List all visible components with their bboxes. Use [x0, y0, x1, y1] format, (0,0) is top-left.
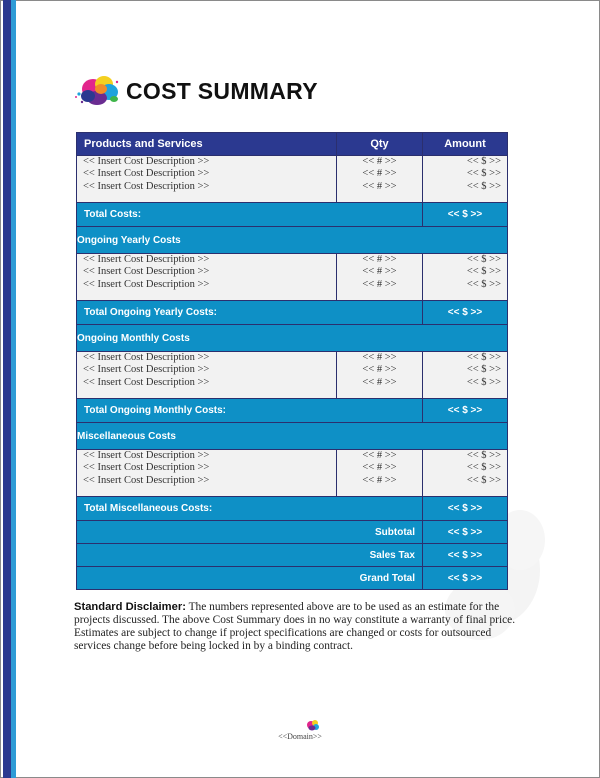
description-cell — [77, 156, 337, 203]
description-cell — [77, 450, 337, 497]
amount-value: << $ >> — [466, 376, 501, 388]
header-amount: Amount — [423, 133, 508, 156]
section-yearly-heading: Ongoing Yearly Costs — [77, 227, 508, 254]
subtotal-row — [77, 521, 508, 544]
cost-description: << Insert Cost Description >> — [83, 278, 210, 290]
grand-total-row — [77, 567, 508, 590]
cost-description: << Insert Cost Description >> — [83, 450, 210, 461]
sales-tax-label: Sales Tax — [77, 544, 423, 567]
qty-value: << # >> — [362, 462, 397, 474]
amount-cell — [423, 450, 508, 497]
cost-table — [76, 132, 508, 590]
disclaimer-text: The numbers represented above are to be used as an estimate for the projects discussed. The above Cost Summary does in no way constitute a warranty of final price. Estimates are subject to change if project specifications are changed or costs for outsourced services change before being locked in by a binding contract. — [74, 601, 516, 652]
total-costs-row — [77, 203, 508, 227]
left-accent-bar-light — [11, 0, 16, 778]
amount-cell — [423, 352, 508, 399]
total-misc-value: << $ >> — [423, 497, 508, 521]
cost-items-row — [77, 156, 508, 203]
total-monthly-label: Total Ongoing Monthly Costs: — [77, 399, 423, 423]
qty-cell — [337, 156, 423, 203]
amount-value: << $ >> — [466, 278, 501, 290]
amount-value: << $ >> — [466, 364, 501, 376]
section-monthly-heading: Ongoing Monthly Costs — [77, 325, 508, 352]
amount-value: << $ >> — [466, 266, 501, 278]
amount-value: << $ >> — [466, 474, 501, 486]
section-misc-heading: Miscellaneous Costs — [77, 423, 508, 450]
grand-total-label: Grand Total — [77, 567, 423, 590]
qty-value: << # >> — [362, 450, 397, 461]
cost-description: << Insert Cost Description >> — [83, 168, 210, 180]
section-monthly-row — [77, 325, 508, 352]
amount-cell — [423, 254, 508, 301]
qty-cell — [337, 450, 423, 497]
sales-tax-value: << $ >> — [423, 544, 508, 567]
total-yearly-label: Total Ongoing Yearly Costs: — [77, 301, 423, 325]
description-cell — [77, 254, 337, 301]
cost-description: << Insert Cost Description >> — [83, 180, 210, 192]
cost-description: << Insert Cost Description >> — [83, 462, 210, 474]
sales-tax-row — [77, 544, 508, 567]
footer-logo-icon — [304, 718, 320, 732]
qty-value: << # >> — [362, 180, 397, 192]
qty-cell — [337, 352, 423, 399]
cost-items-row — [77, 450, 508, 497]
qty-value: << # >> — [362, 254, 397, 265]
amount-value: << $ >> — [466, 450, 501, 461]
amount-value: << $ >> — [466, 254, 501, 265]
amount-value: << $ >> — [466, 156, 501, 167]
footer-domain: <<Domain>> — [278, 732, 322, 741]
page-title: COST SUMMARY — [126, 78, 318, 104]
qty-value: << # >> — [362, 376, 397, 388]
total-yearly-value: << $ >> — [423, 301, 508, 325]
amount-value: << $ >> — [466, 352, 501, 363]
section-misc-row — [77, 423, 508, 450]
cost-description: << Insert Cost Description >> — [83, 266, 210, 278]
cost-description: << Insert Cost Description >> — [83, 352, 210, 363]
qty-value: << # >> — [362, 352, 397, 363]
cost-description: << Insert Cost Description >> — [83, 474, 210, 486]
total-misc-row — [77, 497, 508, 521]
header-qty: Qty — [337, 133, 423, 156]
total-yearly-row — [77, 301, 508, 325]
qty-value: << # >> — [362, 364, 397, 376]
amount-cell — [423, 156, 508, 203]
paint-splash-logo-icon — [73, 72, 121, 108]
cost-description: << Insert Cost Description >> — [83, 156, 210, 167]
qty-value: << # >> — [362, 474, 397, 486]
qty-value: << # >> — [362, 156, 397, 167]
cost-items-row — [77, 254, 508, 301]
amount-value: << $ >> — [466, 168, 501, 180]
disclaimer-heading: Standard Disclaimer: — [74, 601, 186, 613]
cost-description: << Insert Cost Description >> — [83, 254, 210, 265]
cost-items-row — [77, 352, 508, 399]
total-monthly-row — [77, 399, 508, 423]
header-products-services: Products and Services — [77, 133, 337, 156]
subtotal-value: << $ >> — [423, 521, 508, 544]
table-header-row — [77, 133, 508, 156]
section-yearly-row — [77, 227, 508, 254]
total-monthly-value: << $ >> — [423, 399, 508, 423]
total-misc-label: Total Miscellaneous Costs: — [77, 497, 423, 521]
cost-description: << Insert Cost Description >> — [83, 376, 210, 388]
qty-value: << # >> — [362, 266, 397, 278]
amount-value: << $ >> — [466, 180, 501, 192]
amount-value: << $ >> — [466, 462, 501, 474]
qty-value: << # >> — [362, 278, 397, 290]
qty-value: << # >> — [362, 168, 397, 180]
description-cell — [77, 352, 337, 399]
disclaimer-paragraph — [74, 601, 526, 653]
grand-total-value: << $ >> — [423, 567, 508, 590]
left-accent-bar — [3, 0, 11, 778]
subtotal-label: Subtotal — [77, 521, 423, 544]
total-costs-label: Total Costs: — [77, 203, 423, 227]
total-costs-value: << $ >> — [423, 203, 508, 227]
qty-cell — [337, 254, 423, 301]
cost-description: << Insert Cost Description >> — [83, 364, 210, 376]
